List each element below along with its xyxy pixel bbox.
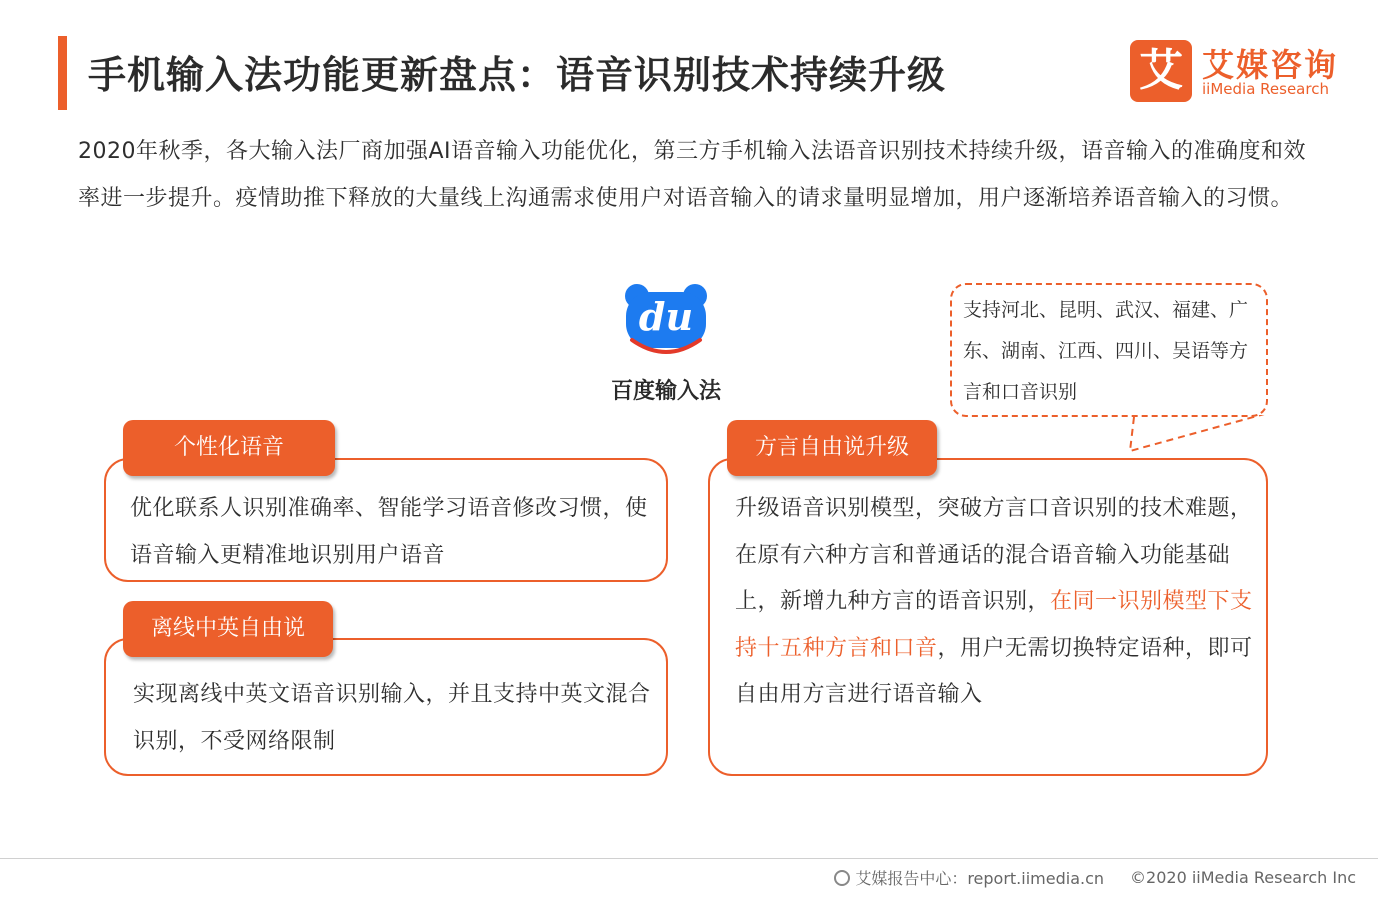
baidu-logo-text: du [638, 294, 694, 339]
dialect-callout-text: 支持河北、昆明、武汉、福建、广东、湖南、江西、四川、吴语等方言和口音识别 [963, 299, 1249, 403]
globe-icon [834, 870, 850, 886]
footer-copyright: ©2020 iiMedia Research Inc [1130, 868, 1356, 887]
feature-tag-offline-cn-en: 离线中英自由说 [123, 601, 333, 657]
callout-tail [1120, 415, 1270, 455]
page-title: 手机输入法功能更新盘点：语音识别技术持续升级 [88, 53, 947, 97]
footer-divider [0, 858, 1378, 859]
logo-name-en: iiMedia Research [1202, 80, 1329, 98]
logo-mark: 艾 [1130, 40, 1192, 102]
baidu-bear-logo-icon [622, 282, 710, 358]
feature-text-offline-cn-en: 实现离线中英文语音识别输入，并且支持中英文混合识别，不受网络限制 [133, 682, 651, 754]
footer [834, 866, 1356, 889]
feature-tag-dialect-upgrade: 方言自由说升级 [727, 420, 937, 476]
feature-text-highlight: 在同一识别模型下支持十五种方言和口音 [735, 589, 1253, 661]
logo-name-cn: 艾媒咨询 [1202, 46, 1339, 84]
title-accent-bar [58, 36, 67, 110]
footer-source: 艾媒报告中心：report.iimedia.cn [855, 869, 1105, 888]
feature-text-dialect-upgrade [735, 486, 1255, 719]
iimedia-logo [1130, 38, 1360, 108]
feature-text-personalized-voice: 优化联系人识别准确率、智能学习语音修改习惯，使语音输入更精准地识别用户语音 [130, 496, 648, 568]
intro-paragraph: 2020年秋季，各大输入法厂商加强AI语音输入功能优化，第三方手机输入法语音识别技术持续升级，语音输入的准确度和效率进一步提升。疫情助推下释放的大量线上沟通需求使用户对语音输入的请求量明显增加，用户逐渐培养语音输入的习惯。 [78, 139, 1307, 211]
feature-text-part: ，用户无需切换特定语种，即可自由用方言进行语音输入 [735, 635, 1253, 707]
product-name: 百度输入法 [610, 379, 721, 404]
feature-text-part: 升级语音识别模型，突破方言口音识别的技术难题，在原有六种方言和普通话的混合语音输入功能基础上，新增九种方言的语音识别， [735, 496, 1253, 614]
feature-tag-personalized-voice: 个性化语音 [123, 420, 335, 476]
